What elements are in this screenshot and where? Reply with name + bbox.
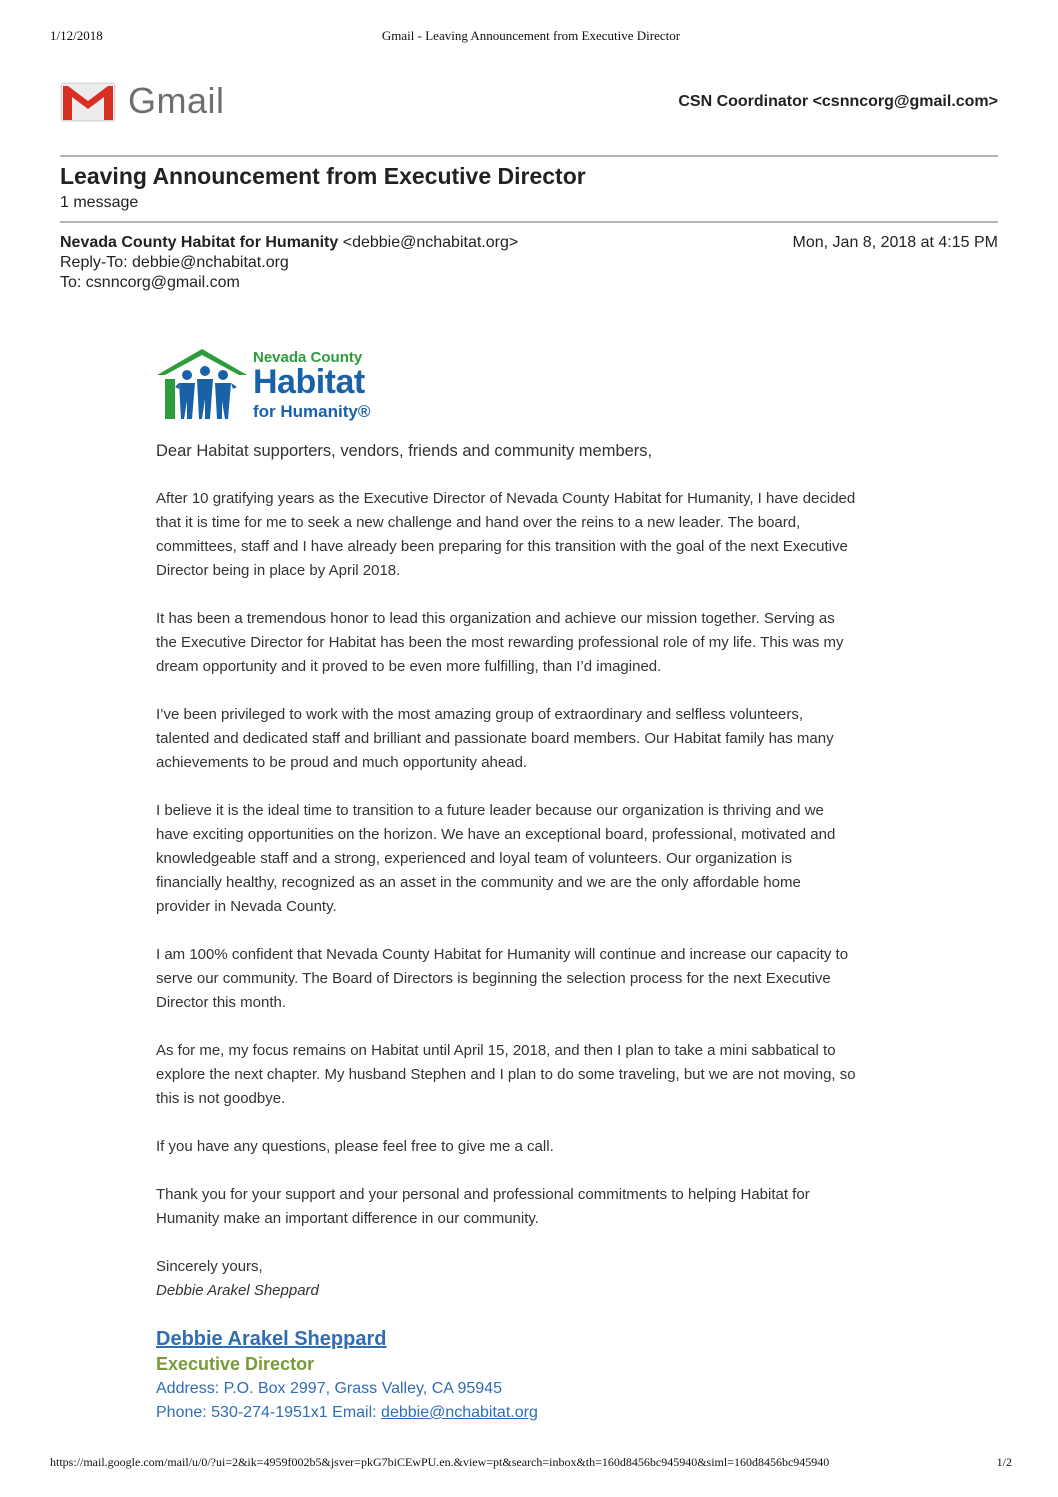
body-paragraph xyxy=(156,799,916,919)
body-line: Thank you for your support and your personal and professional commitments to helping Habitat for xyxy=(156,1186,810,1203)
print-footer xyxy=(50,1455,1012,1473)
body-line: explore the next chapter. My husband Stephen and I plan to do some traveling, but we are not moving, so xyxy=(156,1066,856,1083)
body-line: I’ve been privileged to work with the most amazing group of extraordinary and selfless volunteers, xyxy=(156,706,803,723)
body-line: achievements to be proud and much opportunity ahead. xyxy=(156,754,528,771)
signature-name-link[interactable]: Debbie Arakel Sheppard xyxy=(156,1328,387,1350)
gmail-wordmark: Gmail xyxy=(128,80,225,121)
logo-county-text: Nevada County xyxy=(253,349,363,366)
body-line: I believe it is the ideal time to transition to a future leader because our organization is thriving and we xyxy=(156,802,824,819)
message-count: 1 message xyxy=(60,194,139,211)
body-paragraph xyxy=(156,1183,916,1231)
habitat-logo xyxy=(155,345,395,427)
divider xyxy=(60,155,998,157)
body-line: Director being in place by April 2018. xyxy=(156,562,401,579)
sender-email: <debbie@nchabitat.org> xyxy=(342,234,519,251)
signature-title: Executive Director xyxy=(156,1354,315,1374)
body-line: provider in Nevada County. xyxy=(156,898,337,915)
body-line: Director this month. xyxy=(156,994,287,1011)
body-paragraph xyxy=(156,943,916,1015)
body-line: It has been a tremendous honor to lead this organization and achieve our mission together. Serving as xyxy=(156,610,835,627)
greeting: Dear Habitat supporters, vendors, friends and community members, xyxy=(156,442,653,460)
body-line: financially healthy, recognized as an asset in the community and we are the only affordable home xyxy=(156,874,801,891)
body-line: After 10 gratifying years as the Executive Director of Nevada County Habitat for Humanity, I have decided xyxy=(156,490,856,507)
gmail-envelope-icon xyxy=(60,82,116,122)
print-url: https://mail.google.com/mail/u/0/?ui=2&ik=4959f002b5&jsver=pkG7biCEwPU.en.&view=pt&search=inbox&th=160d8456bc945940&siml=160d8456bc945940 xyxy=(50,1455,830,1469)
reply-to-line: Reply-To: debbie@nchabitat.org xyxy=(60,254,289,271)
account-label: CSN Coordinator <csnncorg@gmail.com> xyxy=(678,93,998,110)
to-line: To: csnncorg@gmail.com xyxy=(60,274,240,291)
body-line: talented and dedicated staff and brilliant and passionate board members. Our Habitat family has many xyxy=(156,730,834,747)
print-title: Gmail - Leaving Announcement from Executive Director xyxy=(381,28,681,43)
divider xyxy=(60,221,998,223)
print-date: 1/12/2018 xyxy=(50,28,103,43)
body-line: As for me, my focus remains on Habitat until April 15, 2018, and then I plan to take a mini sabbatical to xyxy=(156,1042,836,1059)
sender-name: Nevada County Habitat for Humanity xyxy=(60,234,339,251)
body-line: If you have any questions, please feel free to give me a call. xyxy=(156,1138,554,1155)
page-number: 1/2 xyxy=(996,1455,1012,1469)
body-line: I am 100% confident that Nevada County Habitat for Humanity will continue and increase our capacity to xyxy=(156,946,849,963)
signature-contact xyxy=(156,1404,538,1422)
body-paragraph xyxy=(156,1039,916,1111)
habitat-house-icon xyxy=(155,345,250,425)
body-line: have exciting opportunities on the horizon. We have an exceptional board, professional, motivated and xyxy=(156,826,836,843)
print-header xyxy=(50,28,1012,46)
signoff xyxy=(156,1255,916,1303)
body-line: this is not goodbye. xyxy=(156,1090,286,1107)
body-line: Humanity make an important difference in our community. xyxy=(156,1210,539,1227)
body-line: committees, staff and I have already been preparing for this transition with the goal of the next Executive xyxy=(156,538,848,555)
signature-phone: Phone: 530-274-1951x1 Email: xyxy=(156,1404,382,1421)
message-header xyxy=(60,233,998,293)
body-line: that it is time for me to seek a new challenge and hand over the reins to a new leader. The board, xyxy=(156,514,801,531)
body-paragraph xyxy=(156,1135,916,1159)
message-body xyxy=(156,487,916,1255)
signoff-name: Debbie Arakel Sheppard xyxy=(156,1282,319,1299)
body-paragraph xyxy=(156,607,916,679)
thread-subject: Leaving Announcement from Executive Director xyxy=(60,163,586,189)
body-paragraph xyxy=(156,487,916,583)
logo-habitat-text: Habitat xyxy=(253,363,365,401)
signoff-text: Sincerely yours, xyxy=(156,1258,263,1275)
body-line: knowledgeable staff and a strong, experienced and loyal team of volunteers. Our organization is xyxy=(156,850,792,867)
message-date: Mon, Jan 8, 2018 at 4:15 PM xyxy=(792,234,998,251)
logo-humanity-text: for Humanity® xyxy=(253,402,371,421)
signature-address: Address: P.O. Box 2997, Grass Valley, CA 95945 xyxy=(156,1380,502,1397)
body-paragraph xyxy=(156,703,916,775)
gmail-logo[interactable] xyxy=(60,82,230,124)
signature-email-link[interactable]: debbie@nchabitat.org xyxy=(381,1404,538,1421)
body-line: the Executive Director for Habitat has been the most rewarding professional role of my life. This was my xyxy=(156,634,844,651)
body-line: serve our community. The Board of Directors is beginning the selection process for the next Executive xyxy=(156,970,831,987)
body-line: dream opportunity and it proved to be even more fulfilling, than I’d imagined. xyxy=(156,658,662,675)
